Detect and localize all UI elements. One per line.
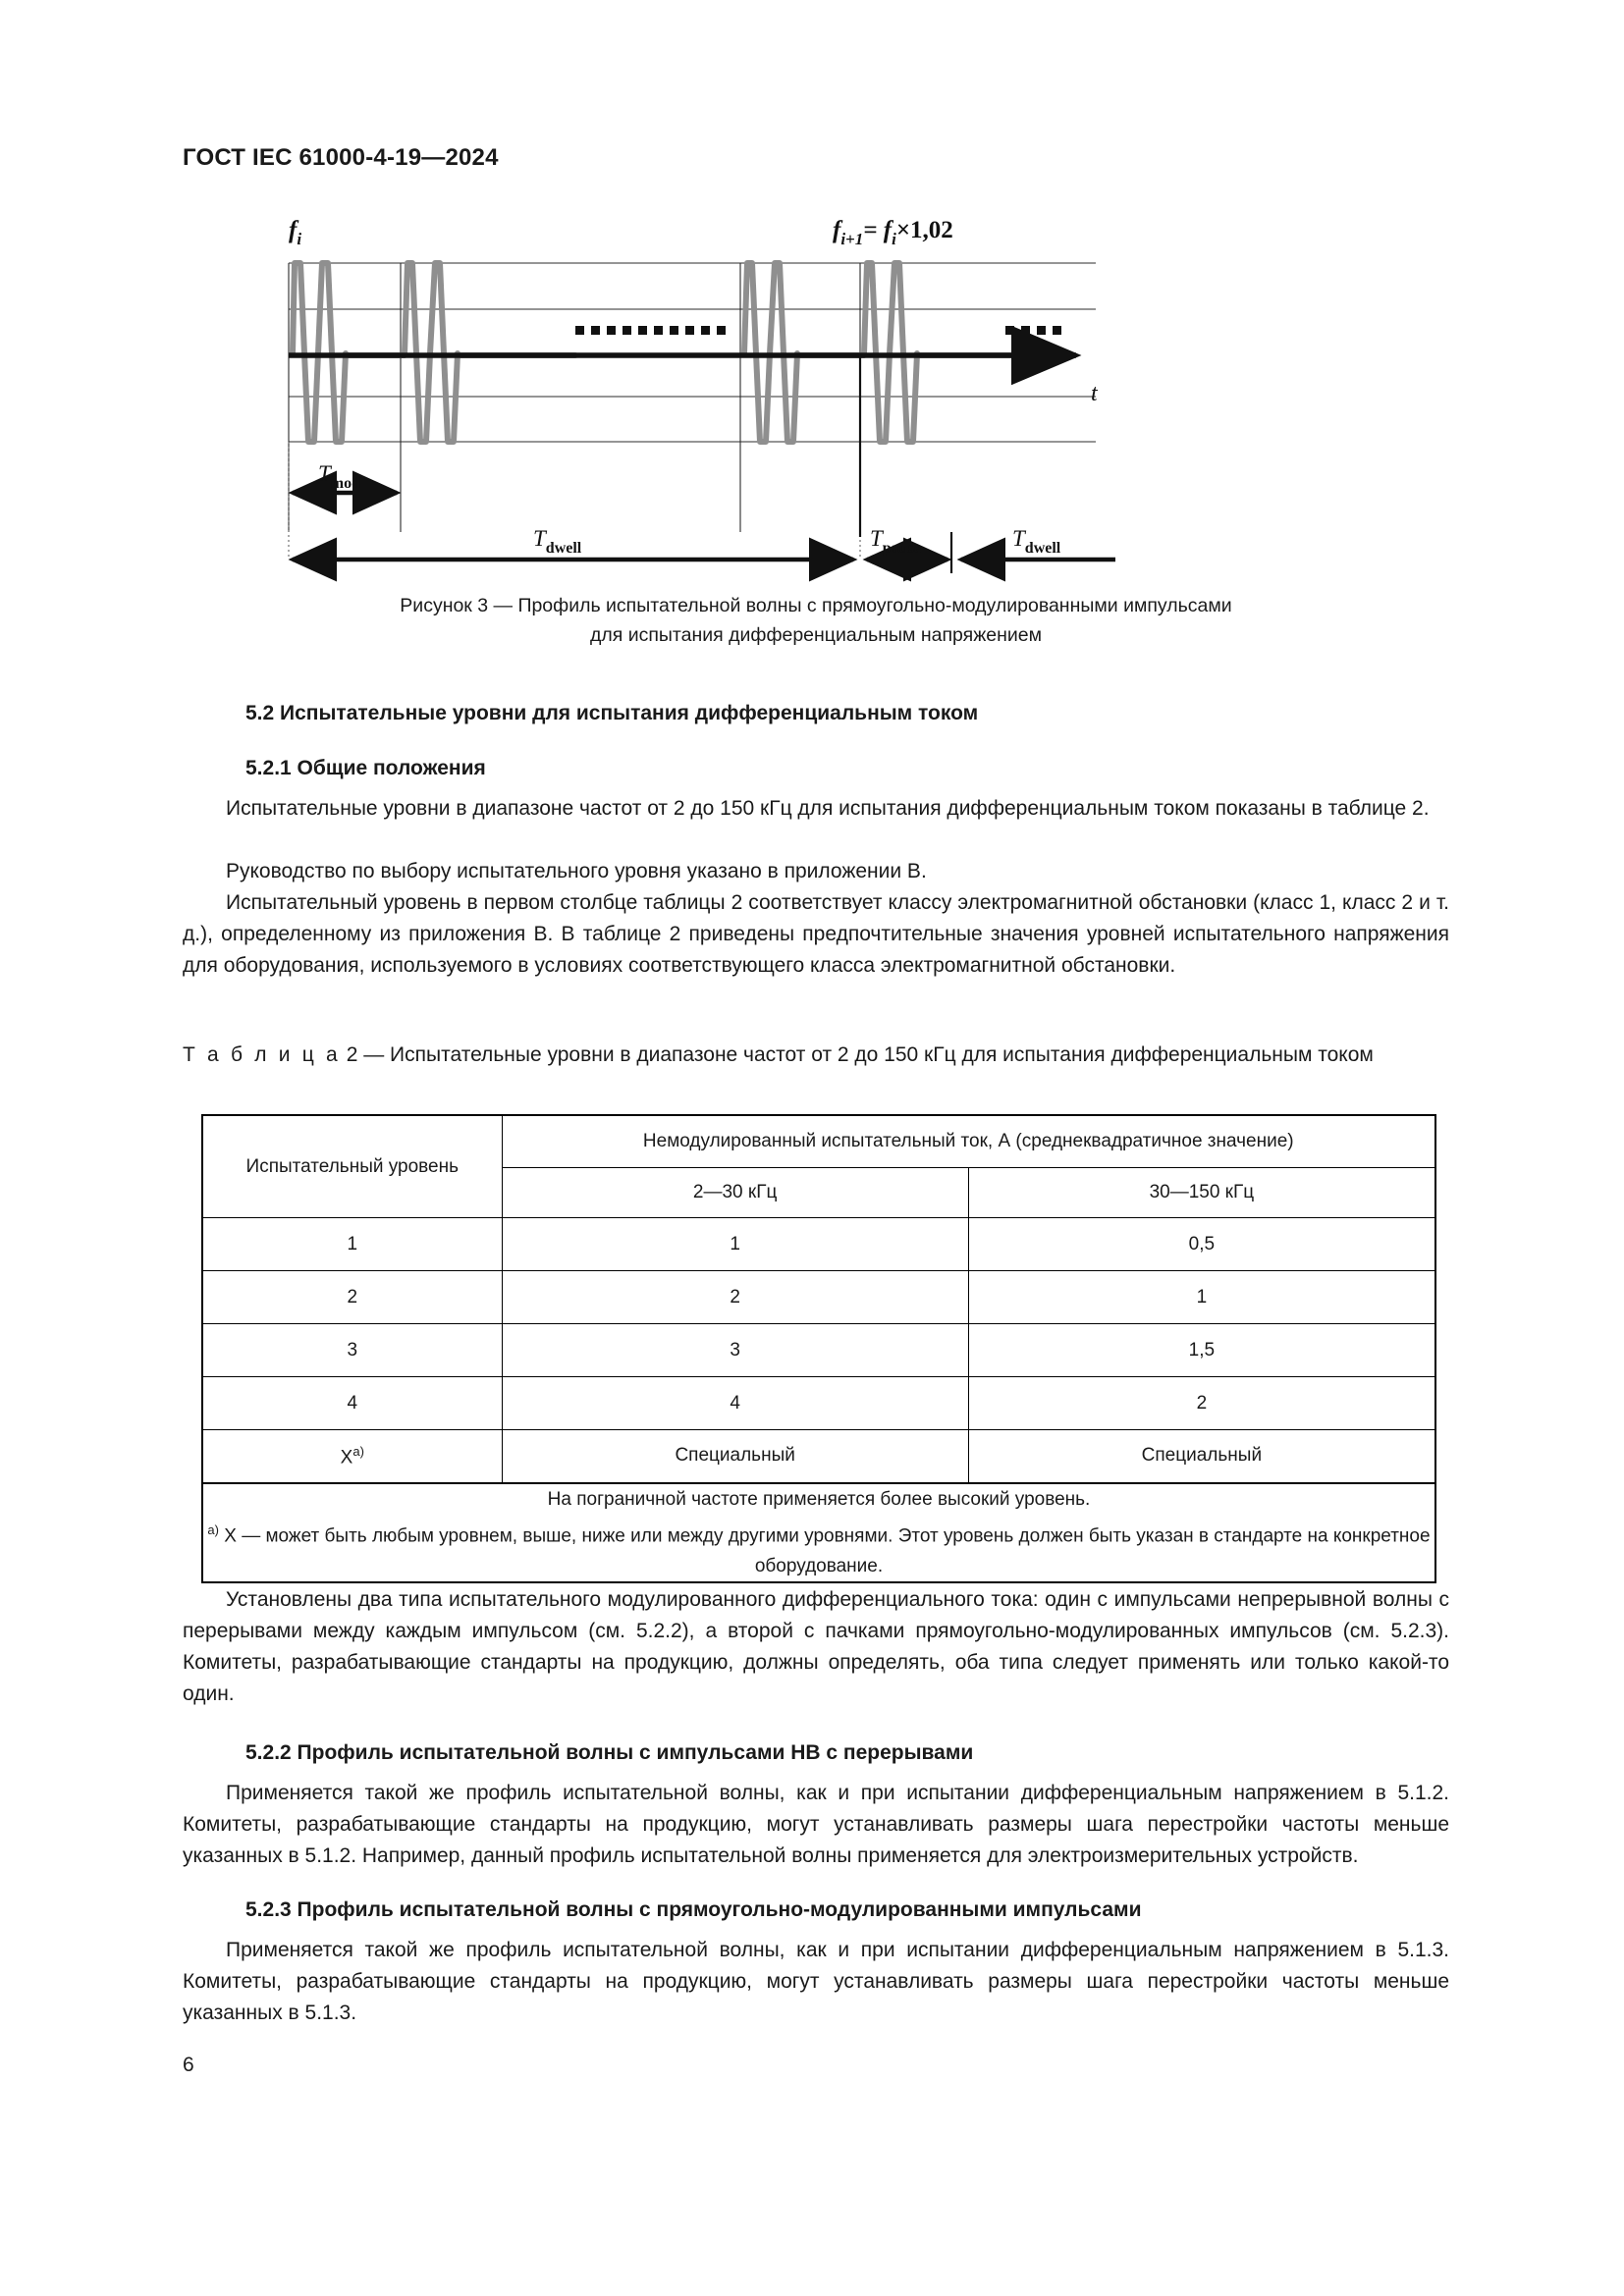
heading-5-2-3: 5.2.3 Профиль испытательной волны с прямоугольно-модулированными импульсами [245, 1898, 1142, 1921]
paragraph-text: Испытательные уровни в диапазоне частот от 2 до 150 кГц для испытания дифференциальным током показаны в таблице 2. [226, 797, 1430, 820]
heading-5-2-1: 5.2.1 Общие положения [245, 757, 486, 779]
table-2-title [183, 1040, 1449, 1071]
figure-3-waveform-profile [183, 208, 1449, 586]
table-2-title-word: Т а б л и ц а [183, 1043, 341, 1066]
figure-axis-label-t: t [1091, 381, 1098, 406]
table-row [202, 1324, 1435, 1377]
figure-label-tmod: $T_{mod}$ [318, 461, 361, 492]
cell-current-high: Специальный [968, 1430, 1435, 1483]
figure-label-tdwell-2: $T_{dwell}$ [1012, 526, 1061, 557]
figure-label-tdwell-1: $T_{dwell}$ [533, 526, 582, 557]
table-header-current-group: Немодулированный испытательный ток, А (среднеквадратичное значение) [502, 1115, 1435, 1168]
paragraph-text: Применяется такой же профиль испытательной волны, как и при испытании дифференциальным напряжением в 5.1.3. Комитеты, разрабатывающие стандарты на продукцию, могут устанавливать размеры шага перестройки частоты меньше указанных в 5.1.3. [183, 1939, 1449, 2024]
footnote-general: На пограничной частоте применяется более высокий уровень. [547, 1488, 1091, 1510]
cell-current-high: 1,5 [968, 1324, 1435, 1377]
figure-3-caption-line-2: для испытания дифференциальным напряжением [589, 624, 1043, 646]
footnote-a-marker: а) [207, 1522, 219, 1537]
table-2-test-levels [201, 1114, 1436, 1583]
footnote-marker-a: а) [352, 1443, 364, 1459]
figure-3-svg [183, 208, 1449, 586]
figure-3-caption-line-1: Рисунок 3 — Профиль испытательной волны с прямоугольно-модулированными импульсами [400, 595, 1232, 616]
figure-label-fi-next: $f_{i+1}= f_i\times 1,02$ [833, 217, 953, 248]
paragraph-5-2-3 [183, 1935, 1449, 2029]
cell-current-low: 3 [502, 1324, 968, 1377]
footnote-a [203, 1515, 1435, 1581]
paragraph-5-2-1-guidance [183, 856, 1449, 887]
cell-level-x-text: X [340, 1446, 353, 1468]
cell-current-low: 2 [502, 1271, 968, 1324]
figure-label-fi: $f_i$ [289, 217, 302, 248]
heading-5-2-2: 5.2.2 Профиль испытательной волны с импульсами НВ с перерывами [245, 1741, 974, 1764]
cell-current-low: Специальный [502, 1430, 968, 1483]
table-2-head [202, 1115, 1435, 1218]
paragraph-5-2-2 [183, 1778, 1449, 1872]
cell-level-x [202, 1430, 502, 1483]
table-2-footnotes [202, 1483, 1435, 1582]
cell-level: 4 [202, 1377, 502, 1430]
page-number: 6 [183, 2054, 194, 2076]
paragraph-two-types-of-current [183, 1584, 1449, 1710]
table-header-range-30-150: 30—150 кГц [968, 1168, 1435, 1218]
cell-current-high: 0,5 [968, 1218, 1435, 1271]
table-row-footnotes [202, 1483, 1435, 1582]
paragraph-text: Установлены два типа испытательного модулированного дифференциального тока: один с импульсами непрерывной волны с перерывами между каждым импульсом (см. 5.2.2), а второй с пачками прямоугольно-модулированных импульсов (см. 5.2.3). Комитеты, разрабатывающие стандарты на продукцию, должны определять, оба типа следует применять или только какой-то один. [183, 1588, 1449, 1705]
cell-level: 2 [202, 1271, 502, 1324]
footnote-a-text: X — может быть любым уровнем, выше, ниже или между другими уровнями. Этот уровень должен быть указан в стандарте на конкретное оборудование. [224, 1524, 1431, 1576]
figure-label-tpause: $T_{pause}$ [870, 526, 921, 557]
figure-3-caption [183, 591, 1449, 650]
cell-current-high: 2 [968, 1377, 1435, 1430]
paragraph-text: Испытательный уровень в первом столбце таблицы 2 соответствует классу электромагнитной обстановки (класс 1, класс 2 и т. д.), определенному из приложения В. В таблице 2 приведены предпочтительные значения уровней испытательного напряжения для оборудования, используемого в условиях соответствующего класса электромагнитной обстановки. [183, 891, 1449, 977]
paragraph-text: Применяется такой же профиль испытательной волны, как и при испытании дифференциальным напряжением в 5.1.2. Комитеты, разрабатывающие стандарты на продукцию, могут устанавливать размеры шага перестройки частоты меньше указанных в 5.1.2. Например, данный профиль испытательной волны применяется для электроизмерительных устройств. [183, 1782, 1449, 1867]
heading-5-2: 5.2 Испытательные уровни для испытания дифференциальным током [245, 702, 979, 724]
table-header-range-2-30: 2—30 кГц [502, 1168, 968, 1218]
table-header-test-level: Испытательный уровень [202, 1115, 502, 1218]
cell-level: 3 [202, 1324, 502, 1377]
paragraph-text: Руководство по выбору испытательного уровня указано в приложении В. [226, 860, 927, 882]
cell-current-low: 1 [502, 1218, 968, 1271]
table-row-special [202, 1430, 1435, 1483]
table-row [202, 1271, 1435, 1324]
paragraph-5-2-1-levels [183, 793, 1449, 825]
table-row-header-group [202, 1115, 1435, 1168]
table-2-title-rest: 2 — Испытательные уровни в диапазоне частот от 2 до 150 кГц для испытания дифференциальным током [346, 1043, 1374, 1066]
table-row [202, 1218, 1435, 1271]
cell-current-high: 1 [968, 1271, 1435, 1324]
cell-level: 1 [202, 1218, 502, 1271]
table-row [202, 1377, 1435, 1430]
paragraph-5-2-1-first-column [183, 887, 1449, 982]
document-header-standard-number: ГОСТ IEC 61000-4-19—2024 [183, 144, 499, 171]
table-2-body [202, 1218, 1435, 1582]
cell-current-low: 4 [502, 1377, 968, 1430]
